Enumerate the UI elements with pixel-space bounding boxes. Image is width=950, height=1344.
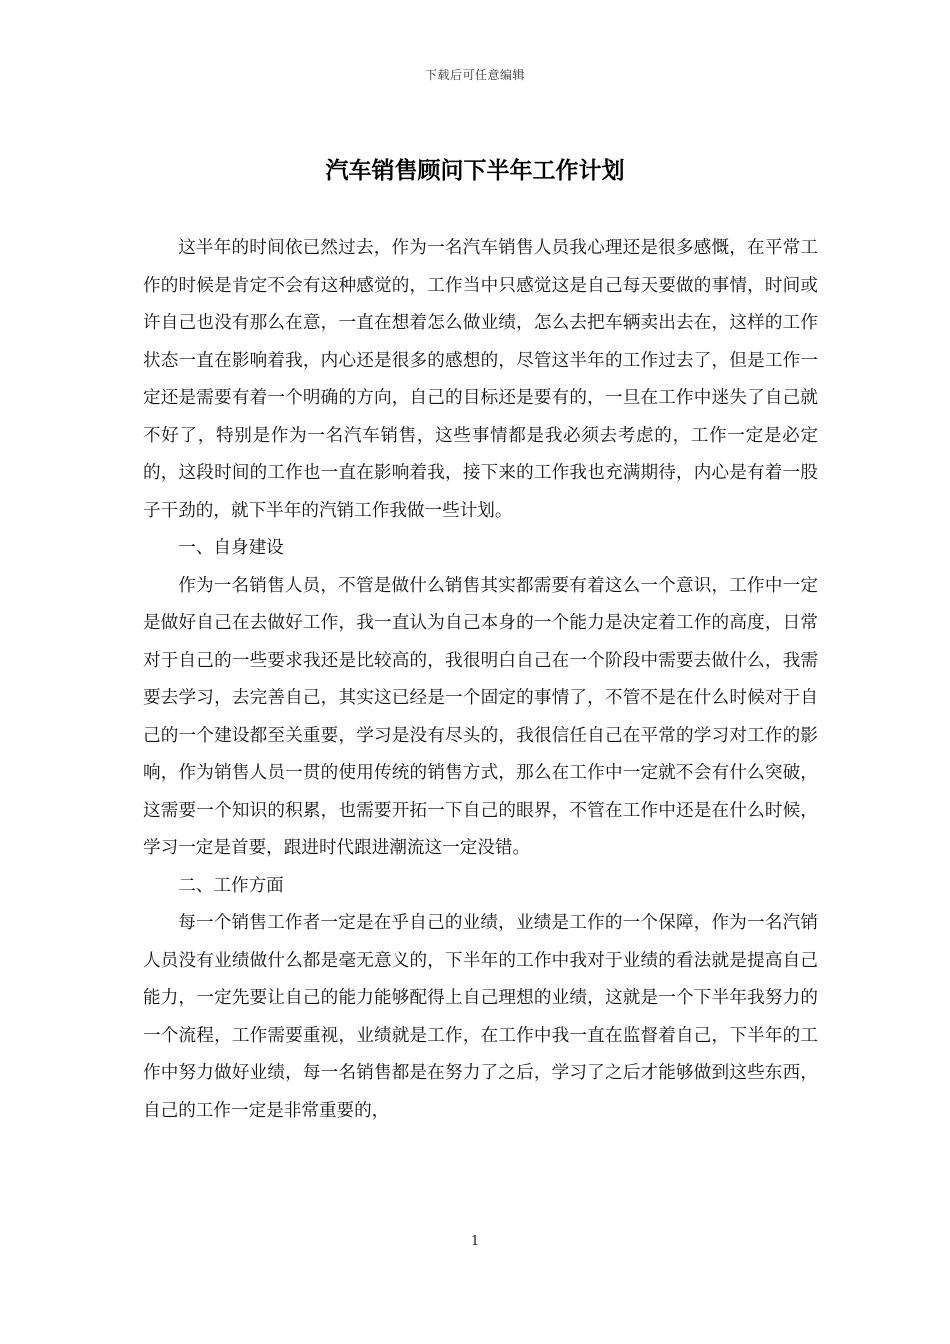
section-paragraph-work: 每一个销售工作者一定是在乎自己的业绩，业绩是工作的一个保障，作为一名汽销人员没有业绩做什么都是毫无意义的，下半年的工作中我对于业绩的看法就是提高自己能力，一定先要让自己的能力能够配得上自己理想的业绩，这就是一个下半年我努力的一个流程，工作需要重视，业绩就是工作，在工作中我一直在监督着自己，下半年的工作中努力做好业绩，每一名销售都是在努力了之后，学习了之后才能够做到这些东西，自己的工作一定是非常重要的， [143,913,818,1121]
page-number: 1 [470,1234,480,1249]
header-note: 下载后可任意编辑 [424,68,525,82]
document-body [143,230,818,1130]
section-paragraph-self-development: 作为一名销售人员，不管是做什么销售其实都需要有着这么一个意识，工作中一定是做好自己在去做好工作，我一直认为自己本身的一个能力是决定着工作的高度，日常对于自己的一些要求我还是比较高的，我很明白自己在一个阶段中需要去做什么，我需要去学习，去完善自己，其实这已经是一个固定的事情了，不管不是在什么时候对于自己的一个建设都至关重要，学习是没有尽头的，我很信任自己在平常的学习对工作的影响，作为销售人员一贯的使用传统的销售方式，那么在工作中一定就不会有什么突破，这需要一个知识的积累，也需要开拓一下自己的眼界，不管在工作中还是在什么时候，学习一定是首要，跟进时代跟进潮流这一定没错。 [143,575,818,858]
intro-paragraph: 这半年的时间依已然过去，作为一名汽车销售人员我心理还是很多感慨，在平常工作的时候是肯定不会有这种感觉的，工作当中只感觉这是自己每天要做的事情，时间或许自己也没有那么在意，一直在想着怎么做业绩，怎么去把车辆卖出去在，这样的工作状态一直在影响着我，内心还是很多的感想的，尽管这半年的工作过去了，但是工作一定还是需要有着一个明确的方向，自己的目标还是要有的，一旦在工作中迷失了自己就不好了，特别是作为一名汽车销售，这些事情都是我必须去考虑的，工作一定是必定的，这段时间的工作也一直在影响着我，接下来的工作我也充满期待，内心是有着一股子干劲的，就下半年的汽销工作我做一些计划。 [143,238,818,521]
document-title: 汽车销售顾问下半年工作计划 [325,158,625,184]
section-heading-self-development: 一、自身建设 [178,538,284,558]
section-heading-work: 二、工作方面 [178,875,284,896]
